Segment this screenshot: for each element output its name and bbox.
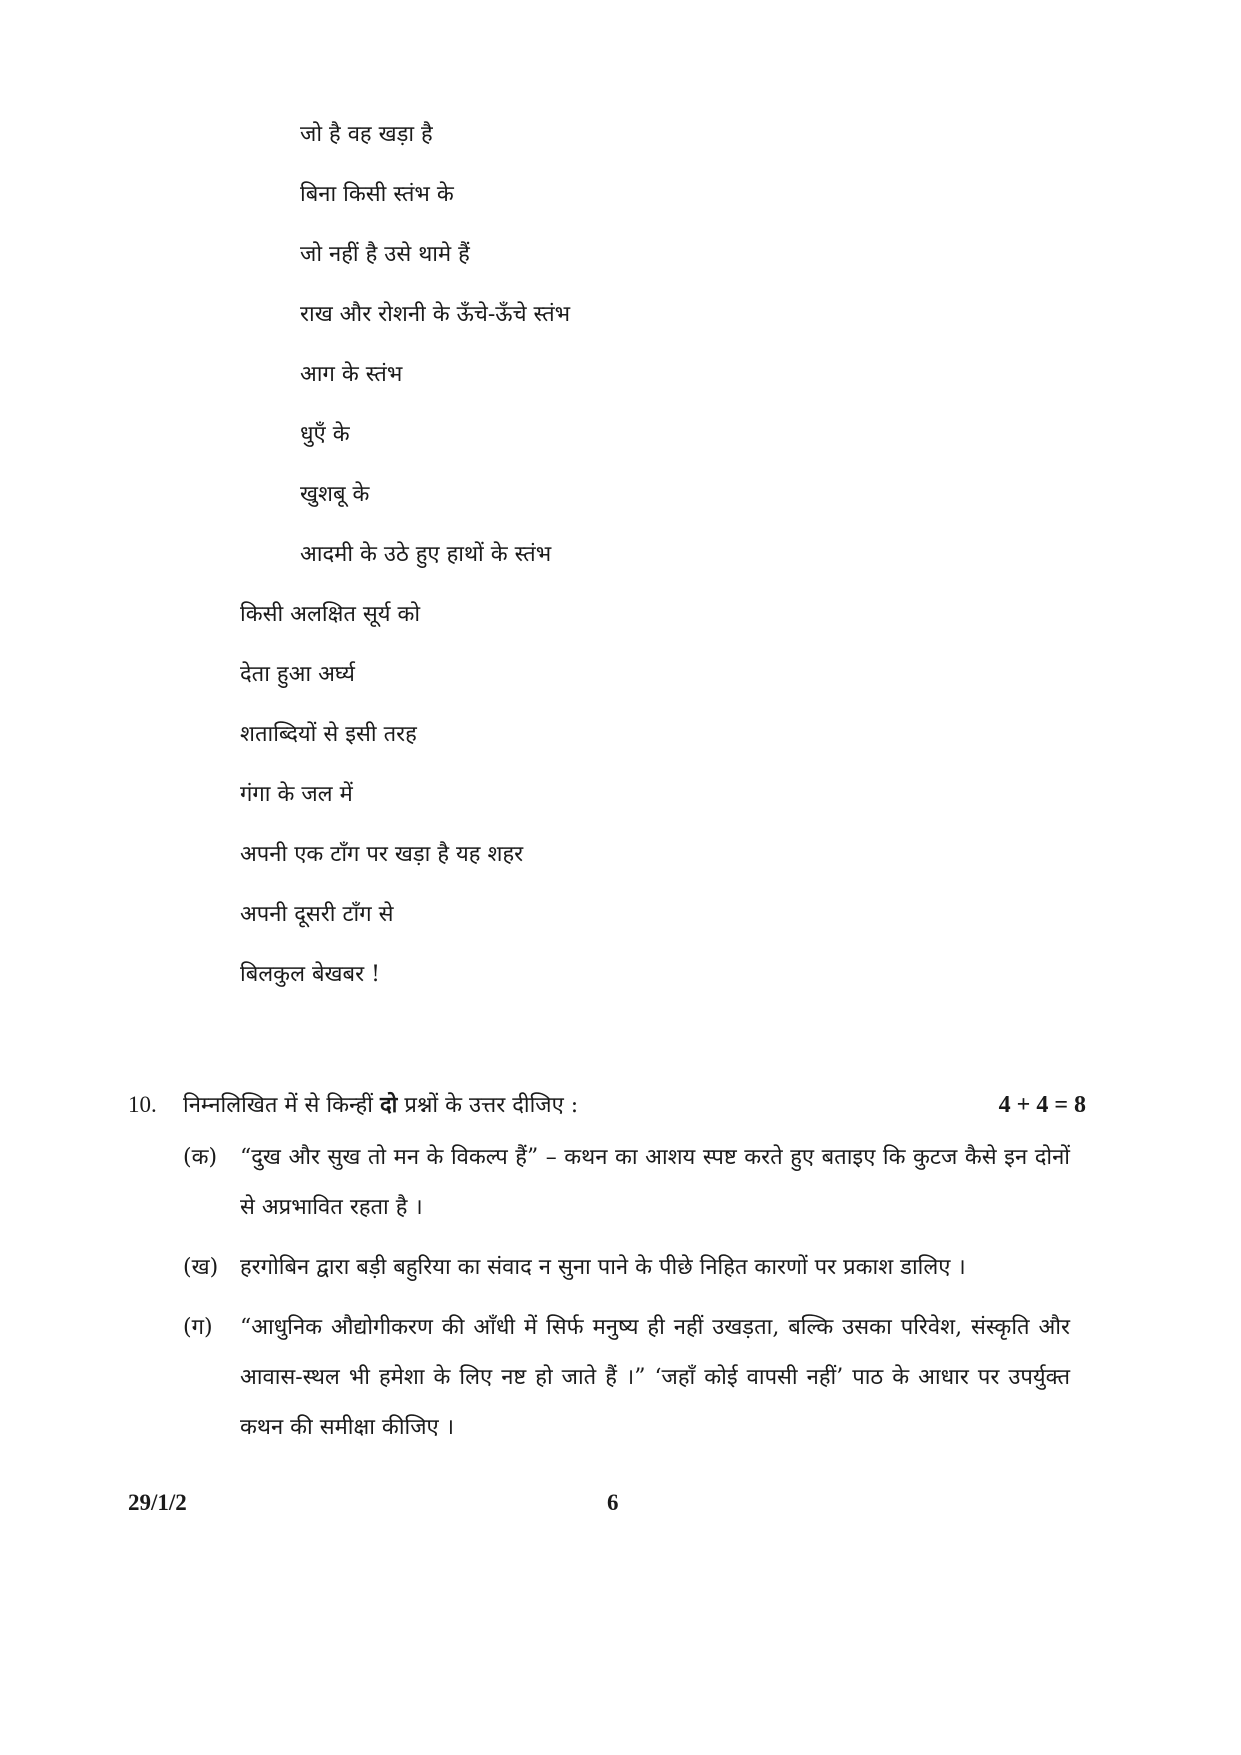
question-marks: 4 + 4 = 8: [998, 1092, 1086, 1118]
poem-line: राख और रोशनी के ऊँचे-ऊँचे स्तंभ: [300, 302, 571, 327]
poem-line: अपनी दूसरी टाँग से: [240, 902, 394, 927]
poem-line: आदमी के उठे हुए हाथों के स्तंभ: [300, 542, 552, 567]
instruction-emphasis: दो: [379, 1092, 398, 1118]
poem-line: किसी अलक्षित सूर्य को: [240, 602, 421, 627]
part-text: “दुख और सुख तो मन के विकल्प हैं” – कथन का आशय स्पष्ट करते हुए बताइए कि कुटज कैसे इन दोनों से अप्रभावित रहता है ।: [240, 1145, 1070, 1220]
poem-line: जो नहीं है उसे थामे हैं: [300, 242, 470, 267]
question-number: 10.: [128, 1092, 157, 1117]
poem-line: जो है वह खड़ा है: [300, 122, 433, 147]
part-label: (क): [183, 1145, 218, 1170]
poem-line: शताब्दियों से इसी तरह: [240, 722, 417, 747]
poem-line: आग के स्तंभ: [300, 362, 403, 387]
part-text: हरगोबिन द्वारा बड़ी बहुरिया का संवाद न सुना पाने के पीछे निहित कारणों पर प्रकाश डालिए ।: [240, 1255, 966, 1280]
page-number: 6: [607, 1490, 619, 1515]
poem-line: खुशबू के: [300, 482, 370, 507]
poem-line: बिलकुल बेखबर !: [240, 962, 380, 987]
paper-code: 29/1/2: [128, 1490, 187, 1515]
question-instruction: [183, 1090, 578, 1121]
instruction-text: निम्नलिखित में से किन्हीं: [183, 1093, 380, 1118]
poem-line: देता हुआ अर्घ्य: [240, 662, 355, 687]
poem-line: धुएँ के: [300, 422, 350, 447]
part-label: (ग): [183, 1315, 213, 1340]
poem-line: बिना किसी स्तंभ के: [300, 182, 454, 207]
instruction-text: प्रश्नों के उत्तर दीजिए :: [397, 1093, 579, 1118]
part-text: “आधुनिक औद्योगीकरण की आँधी में सिर्फ मनुष्य ही नहीं उखड़ता, बल्कि उसका परिवेश, संस्कृति और आवास-स्थल भी हमेशा के लिए नष्ट हो जाते हैं ।” ‘जहाँ कोई वापसी नहीं’ पाठ के आधार पर उपर्युक्त कथन की समीक्षा कीजिए ।: [240, 1315, 1070, 1440]
poem-line: गंगा के जल में: [240, 782, 353, 807]
poem-line: अपनी एक टाँग पर खड़ा है यह शहर: [240, 842, 524, 867]
part-label: (ख): [183, 1255, 219, 1280]
